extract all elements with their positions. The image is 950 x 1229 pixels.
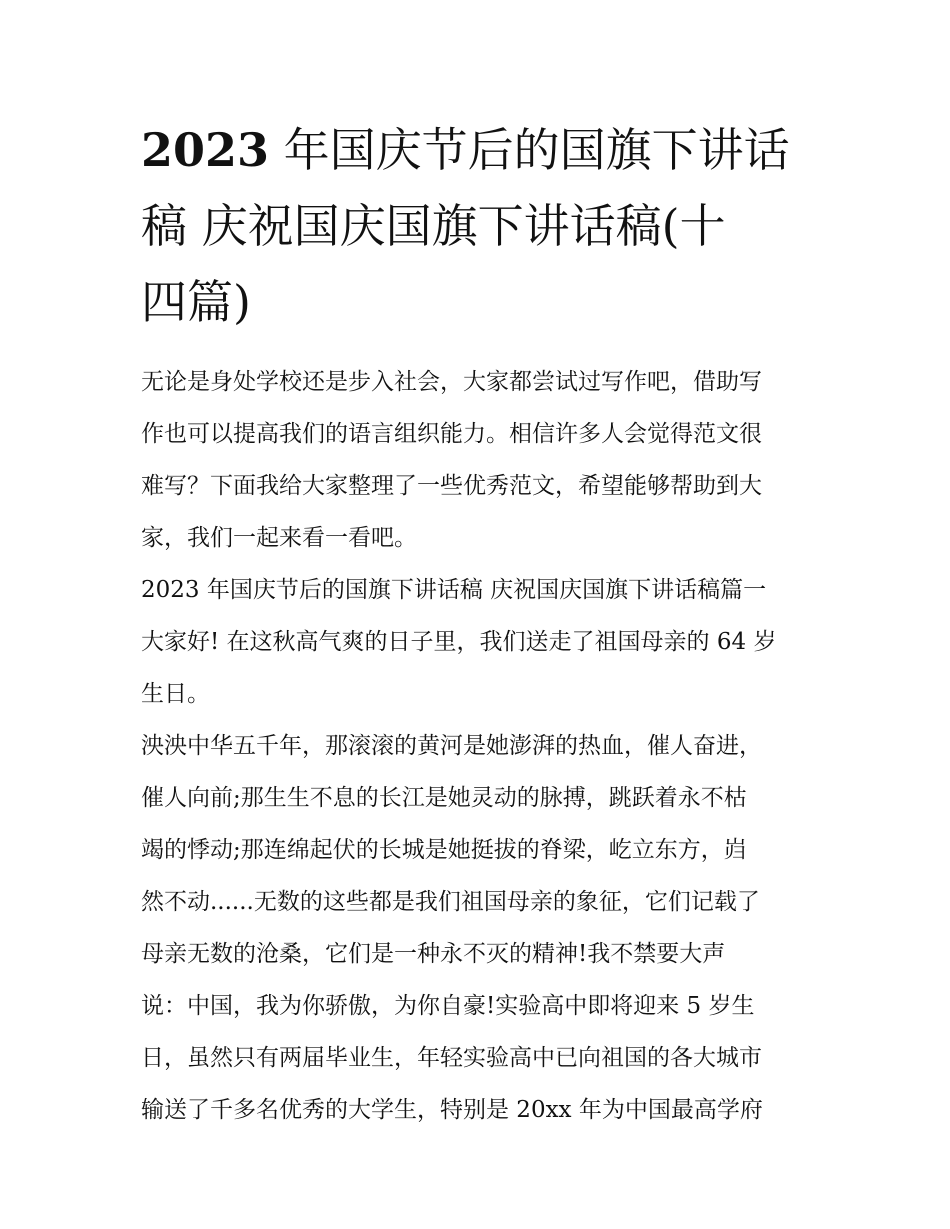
paragraph-line: 无论是身处学校还是步入社会，大家都尝试过写作吧，借助写 [141,369,762,395]
paragraph-body [141,720,813,1136]
paragraph-line: 然不动......无数的这些都是我们祖国母亲的象征，它们记载了 [141,889,760,915]
document-page [141,112,813,1136]
paragraph-line: 日，虽然只有两届毕业生，年轻实验高中已向祖国的各大城市 [141,1045,762,1071]
paragraph-line: 输送了千多名优秀的大学生，特别是 20xx 年为中国最高学府 [141,1097,763,1123]
paragraph-line: 作也可以提高我们的语言组织能力。相信许多人会觉得范文很 [141,421,762,447]
paragraph-line: 大家好! 在这秋高气爽的日子里，我们送走了祖国母亲的 64 岁 [141,629,777,655]
paragraph-line: 催人向前;那生生不息的长江是她灵动的脉搏，跳跃着永不枯 [141,785,747,811]
title-line-1-text: 年国庆节后的国旗下讲话 [283,123,790,177]
paragraph-greeting [141,616,813,720]
paragraph-line: 生日。 [141,681,210,707]
title-line-1 [141,112,813,188]
paragraph-line: 母亲无数的沧桑，它们是一种永不灭的精神!我不禁要大声 [141,941,726,967]
paragraph-line: 说：中国，我为你骄傲，为你自豪!实验高中即将迎来 5 岁生 [141,993,755,1019]
title-line-2: 稿 庆祝国庆国旗下讲话稿(十 [141,199,726,253]
section-heading [141,564,813,616]
paragraph-line: 2023 年国庆节后的国旗下讲话稿 庆祝国庆国旗下讲话稿篇一 [141,577,767,603]
title-line-3: 四篇) [141,275,251,329]
paragraph-line: 泱泱中华五千年，那滚滚的黄河是她澎湃的热血，催人奋进， [141,733,762,759]
document-body [141,356,813,1136]
title-year: 2023 [141,123,270,177]
paragraph-line: 家，我们一起来看一看吧。 [141,525,417,551]
paragraph-line: 难写？下面我给大家整理了一些优秀范文，希望能够帮助到大 [141,473,762,499]
paragraph-intro [141,356,813,564]
paragraph-line: 竭的悸动;那连绵起伏的长城是她挺拔的脊梁，屹立东方，岿 [141,837,747,863]
document-title [141,112,813,340]
